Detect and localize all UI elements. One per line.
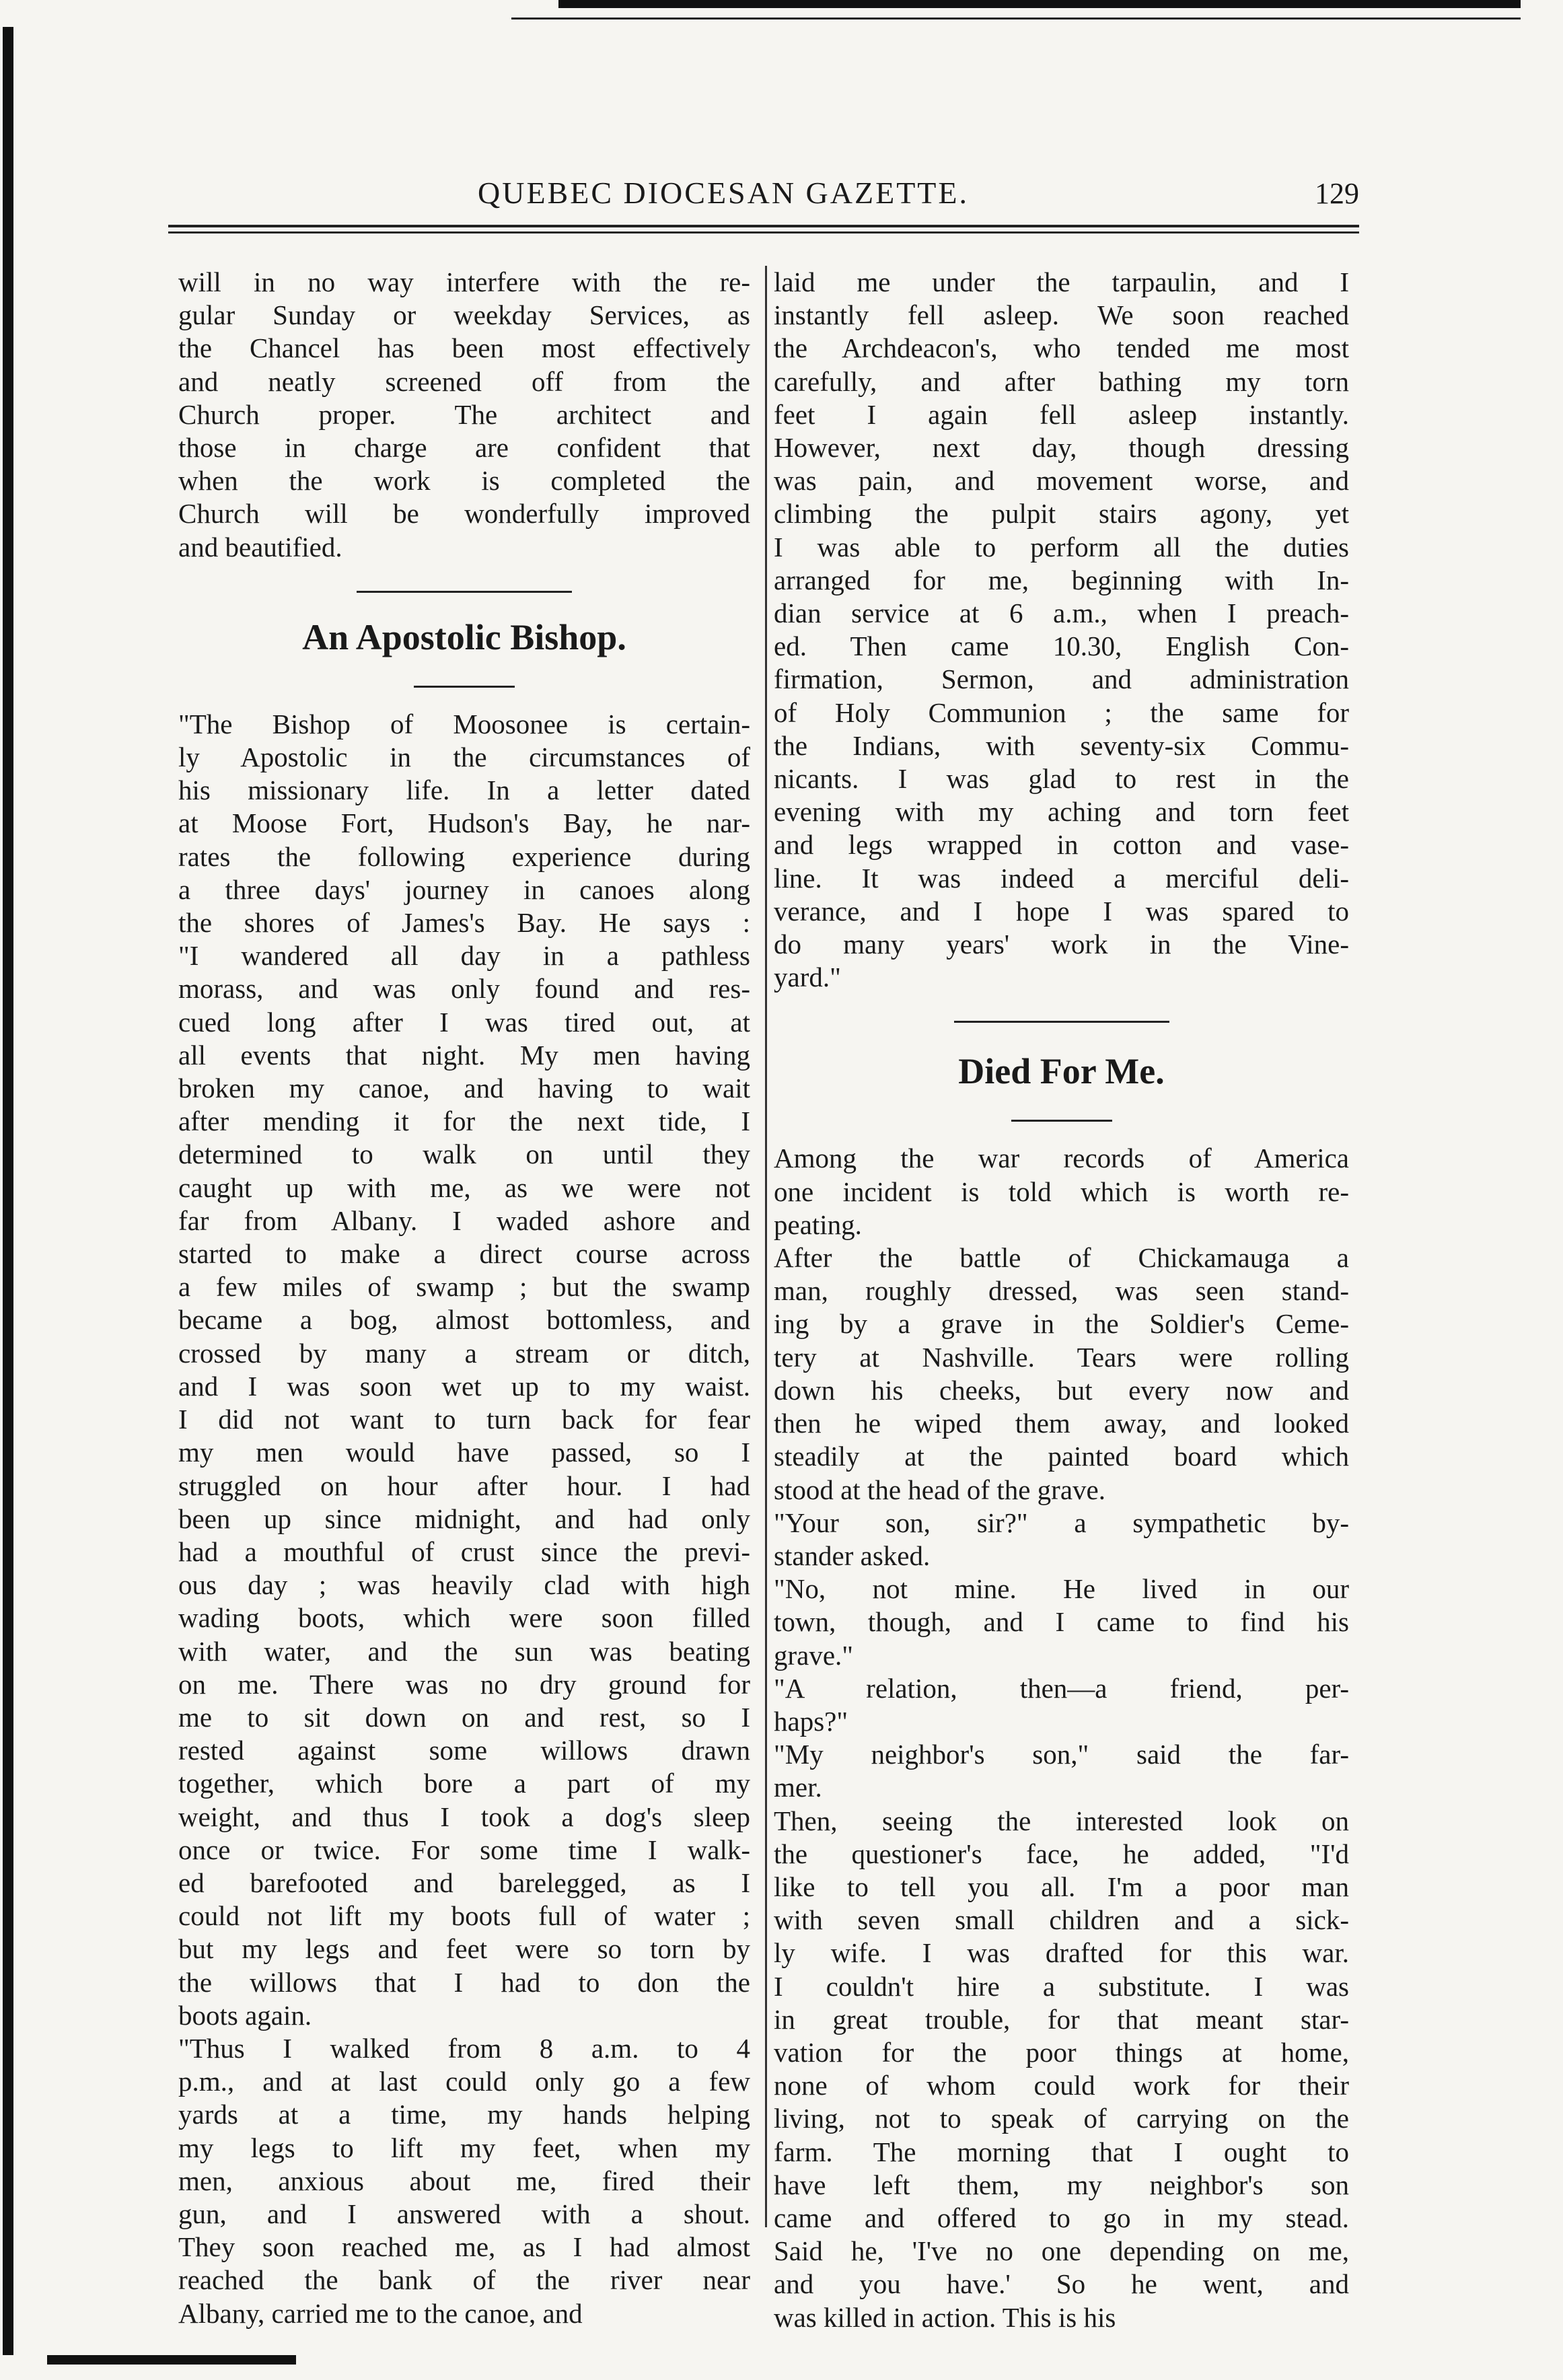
text-line: "My neighbor's son," said the far-: [774, 1739, 1349, 1770]
bottom-scan-border: [47, 2355, 296, 2365]
text-line: Then, seeing the interested look on: [774, 1805, 1349, 1836]
text-line: mer.: [774, 1772, 822, 1803]
header-rule-secondary: [168, 231, 1359, 233]
article-heading: An Apostolic Bishop.: [302, 616, 626, 657]
text-line: together, which bore a part of my: [178, 1768, 750, 1799]
text-line: vation for the poor things at home,: [774, 2036, 1349, 2068]
text-line: rates the following experience during: [178, 840, 750, 872]
text-line: tery at Nashville. Tears were rolling: [774, 1341, 1349, 1373]
text-line: gun, and I answered with a shout.: [178, 2198, 750, 2229]
section-separator: [357, 591, 572, 593]
section-separator: [954, 1021, 1169, 1023]
text-line: with water, and the sun was beating: [178, 1635, 750, 1667]
text-line: living, not to speak of carrying on the: [774, 2103, 1349, 2134]
paragraph: [178, 2032, 750, 2330]
text-line: ed. Then came 10.30, English Con-: [774, 630, 1349, 662]
text-line: rested against some willows drawn: [178, 1735, 750, 1766]
text-line: at Moose Fort, Hudson's Bay, he nar-: [178, 807, 750, 839]
text-line: once or twice. For some time I walk-: [178, 1834, 750, 1865]
paragraph: [774, 1573, 1349, 1672]
text-line: when the work is completed the: [178, 465, 750, 497]
text-line: broken my canoe, and having to wait: [178, 1073, 750, 1104]
article-heading: Died For Me.: [958, 1051, 1165, 1092]
text-line: "No, not mine. He lived in our: [774, 1573, 1349, 1605]
paragraph: [774, 1142, 1349, 1241]
text-line: stander asked.: [774, 1540, 931, 1571]
text-line: ly wife. I was drafted for this war.: [774, 1937, 1349, 1969]
text-line: line. It was indeed a merciful deli-: [774, 862, 1349, 894]
text-line: those in charge are confident that: [178, 432, 750, 464]
top-border-bar: [558, 0, 1521, 8]
text-line: was killed in action. This is his: [774, 2301, 1116, 2333]
text-line: a three days' journey in canoes along: [178, 873, 750, 905]
text-line: in great trouble, for that meant star-: [774, 2003, 1349, 2035]
text-line: Albany, carried me to the canoe, and: [178, 2297, 583, 2329]
text-line: have left them, my neighbor's son: [774, 2169, 1349, 2200]
text-line: "Thus I walked from 8 a.m. to 4: [178, 2032, 750, 2064]
text-line: far from Albany. I waded ashore and: [178, 1204, 750, 1236]
text-line: evening with my aching and torn feet: [774, 796, 1349, 828]
text-line: feet I again fell asleep instantly.: [774, 398, 1349, 430]
text-line: the Chancel has been most effectively: [178, 332, 750, 364]
text-line: After the battle of Chickamauga a: [774, 1242, 1349, 1274]
text-line: the Archdeacon's, who tended me most: [774, 332, 1349, 364]
heading-underline: [414, 686, 515, 688]
text-line: down his cheeks, but every now and: [774, 1374, 1349, 1406]
text-line: verance, and I hope I was spared to: [774, 895, 1349, 927]
text-line: ing by a grave in the Soldier's Ceme-: [774, 1308, 1349, 1340]
text-line: and you have.' So he went, and: [774, 2268, 1349, 2300]
text-line: gular Sunday or weekday Services, as: [178, 299, 750, 331]
text-line: "A relation, then—a friend, per-: [774, 1672, 1349, 1704]
paragraph: [774, 1805, 1349, 2334]
paragraph: [774, 266, 1349, 994]
text-line: crossed by many a stream or ditch,: [178, 1337, 750, 1369]
text-line: been up since midnight, and had only: [178, 1503, 750, 1534]
text-line: Church proper. The architect and: [178, 398, 750, 430]
text-line: his missionary life. In a letter dated: [178, 774, 750, 806]
text-line: and neatly screened off from the: [178, 365, 750, 397]
text-line: could not lift my boots full of water ;: [178, 1900, 750, 1932]
text-line: came and offered to go in my stead.: [774, 2202, 1349, 2233]
text-line: caught up with me, as we were not: [178, 1171, 750, 1203]
text-line: one incident is told which is worth re-: [774, 1176, 1349, 1207]
paragraph: [774, 1672, 1349, 1738]
text-line: man, roughly dressed, was seen stand-: [774, 1275, 1349, 1307]
text-line: cued long after I was tired out, at: [178, 1006, 750, 1038]
text-line: my men would have passed, so I: [178, 1437, 750, 1468]
text-line: then he wiped them away, and looked: [774, 1408, 1349, 1439]
text-line: dian service at 6 a.m., when I preach-: [774, 598, 1349, 629]
text-line: do many years' work in the Vine-: [774, 929, 1349, 960]
text-line: but my legs and feet were so torn by: [178, 1933, 750, 1965]
text-line: started to make a direct course across: [178, 1238, 750, 1270]
text-line: the Indians, with seventy-six Commu-: [774, 729, 1349, 761]
running-title: QUEBEC DIOCESAN GAZETTE.: [478, 176, 969, 210]
text-line: my legs to lift my feet, when my: [178, 2132, 750, 2163]
text-line: I couldn't hire a substitute. I was: [774, 1970, 1349, 2002]
text-line: none of whom could work for their: [774, 2070, 1349, 2101]
text-line: the willows that I had to don the: [178, 1966, 750, 1998]
text-line: laid me under the tarpaulin, and I: [774, 266, 1349, 297]
text-line: with seven small children and a sick-: [774, 1904, 1349, 1936]
text-line: yard.": [774, 962, 841, 993]
page-header: [168, 168, 1359, 215]
left-scan-border: [3, 27, 13, 2355]
text-line: However, next day, though dressing: [774, 432, 1349, 464]
text-line: struggled on hour after hour. I had: [178, 1470, 750, 1501]
text-line: the shores of James's Bay. He says :: [178, 907, 750, 939]
paragraph: [178, 266, 750, 564]
text-line: after mending it for the next tide, I: [178, 1106, 750, 1137]
text-line: boots again.: [178, 1999, 312, 2031]
text-line: a few miles of swamp ; but the swamp: [178, 1271, 750, 1303]
paragraph: [178, 708, 750, 2032]
text-line: grave.": [774, 1639, 854, 1671]
heading-underline: [1011, 1120, 1112, 1122]
text-line: They soon reached me, as I had almost: [178, 2231, 750, 2263]
text-line: p.m., and at last could only go a few: [178, 2066, 750, 2097]
text-line: wading boots, which were soon filled: [178, 1602, 750, 1634]
header-rule: [168, 225, 1359, 227]
text-line: farm. The morning that I ought to: [774, 2136, 1349, 2167]
text-line: firmation, Sermon, and administration: [774, 663, 1349, 695]
text-line: ly Apostolic in the circumstances of: [178, 742, 750, 773]
text-line: Said he, 'I've no one depending on me,: [774, 2235, 1349, 2267]
text-line: arranged for me, beginning with In-: [774, 564, 1349, 596]
text-line: instantly fell asleep. We soon reached: [774, 299, 1349, 331]
text-line: like to tell you all. I'm a poor man: [774, 1871, 1349, 1902]
paragraph: [774, 1241, 1349, 1507]
top-border-line: [511, 17, 1521, 20]
text-line: and I was soon wet up to my waist.: [178, 1370, 750, 1402]
text-line: and beautified.: [178, 531, 342, 563]
text-line: peating.: [774, 1209, 862, 1240]
text-line: morass, and was only found and res-: [178, 973, 750, 1005]
text-line: Church will be wonderfully improved: [178, 498, 750, 530]
text-line: on me. There was no dry ground for: [178, 1668, 750, 1700]
text-line: became a bog, almost bottomless, and: [178, 1304, 750, 1336]
text-line: ous day ; was heavily clad with high: [178, 1569, 750, 1601]
text-line: I was able to perform all the duties: [774, 531, 1349, 563]
text-line: me to sit down on and rest, so I: [178, 1701, 750, 1733]
text-line: "I wandered all day in a pathless: [178, 940, 750, 972]
text-line: climbing the pulpit stairs agony, yet: [774, 498, 1349, 530]
text-line: men, anxious about me, fired their: [178, 2165, 750, 2196]
text-line: all events that night. My men having: [178, 1039, 750, 1071]
page-number: 129: [1315, 177, 1359, 210]
text-line: "The Bishop of Moosonee is certain-: [178, 708, 750, 740]
text-line: ed barefooted and barelegged, as I: [178, 1867, 750, 1898]
text-line: nicants. I was glad to rest in the: [774, 763, 1349, 795]
paragraph: [774, 1507, 1349, 1573]
text-line: weight, and thus I took a dog's sleep: [178, 1801, 750, 1832]
text-line: Among the war records of America: [774, 1143, 1349, 1174]
text-line: yards at a time, my hands helping: [178, 2099, 750, 2130]
text-line: was pain, and movement worse, and: [774, 465, 1349, 497]
text-line: stood at the head of the grave.: [774, 1474, 1105, 1505]
text-line: had a mouthful of crust since the previ-: [178, 1536, 750, 1567]
left-column: [178, 266, 750, 2329]
text-line: carefully, and after bathing my torn: [774, 365, 1349, 397]
text-line: the questioner's face, he added, "I'd: [774, 1838, 1349, 1869]
text-line: determined to walk on until they: [178, 1139, 750, 1170]
text-line: I did not want to turn back for fear: [178, 1404, 750, 1435]
text-line: steadily at the painted board which: [774, 1441, 1349, 1472]
text-line: and legs wrapped in cotton and vase-: [774, 829, 1349, 861]
paragraph: [774, 1738, 1349, 1804]
text-line: "Your son, sir?" a sympathetic by-: [774, 1507, 1349, 1538]
text-line: will in no way interfere with the re-: [178, 266, 750, 297]
column-divider: [765, 266, 767, 2227]
right-column: [774, 266, 1349, 2333]
text-line: reached the bank of the river near: [178, 2264, 750, 2296]
text-line: haps?": [774, 1705, 848, 1737]
text-line: of Holy Communion ; the same for: [774, 696, 1349, 728]
text-line: town, though, and I came to find his: [774, 1606, 1349, 1638]
